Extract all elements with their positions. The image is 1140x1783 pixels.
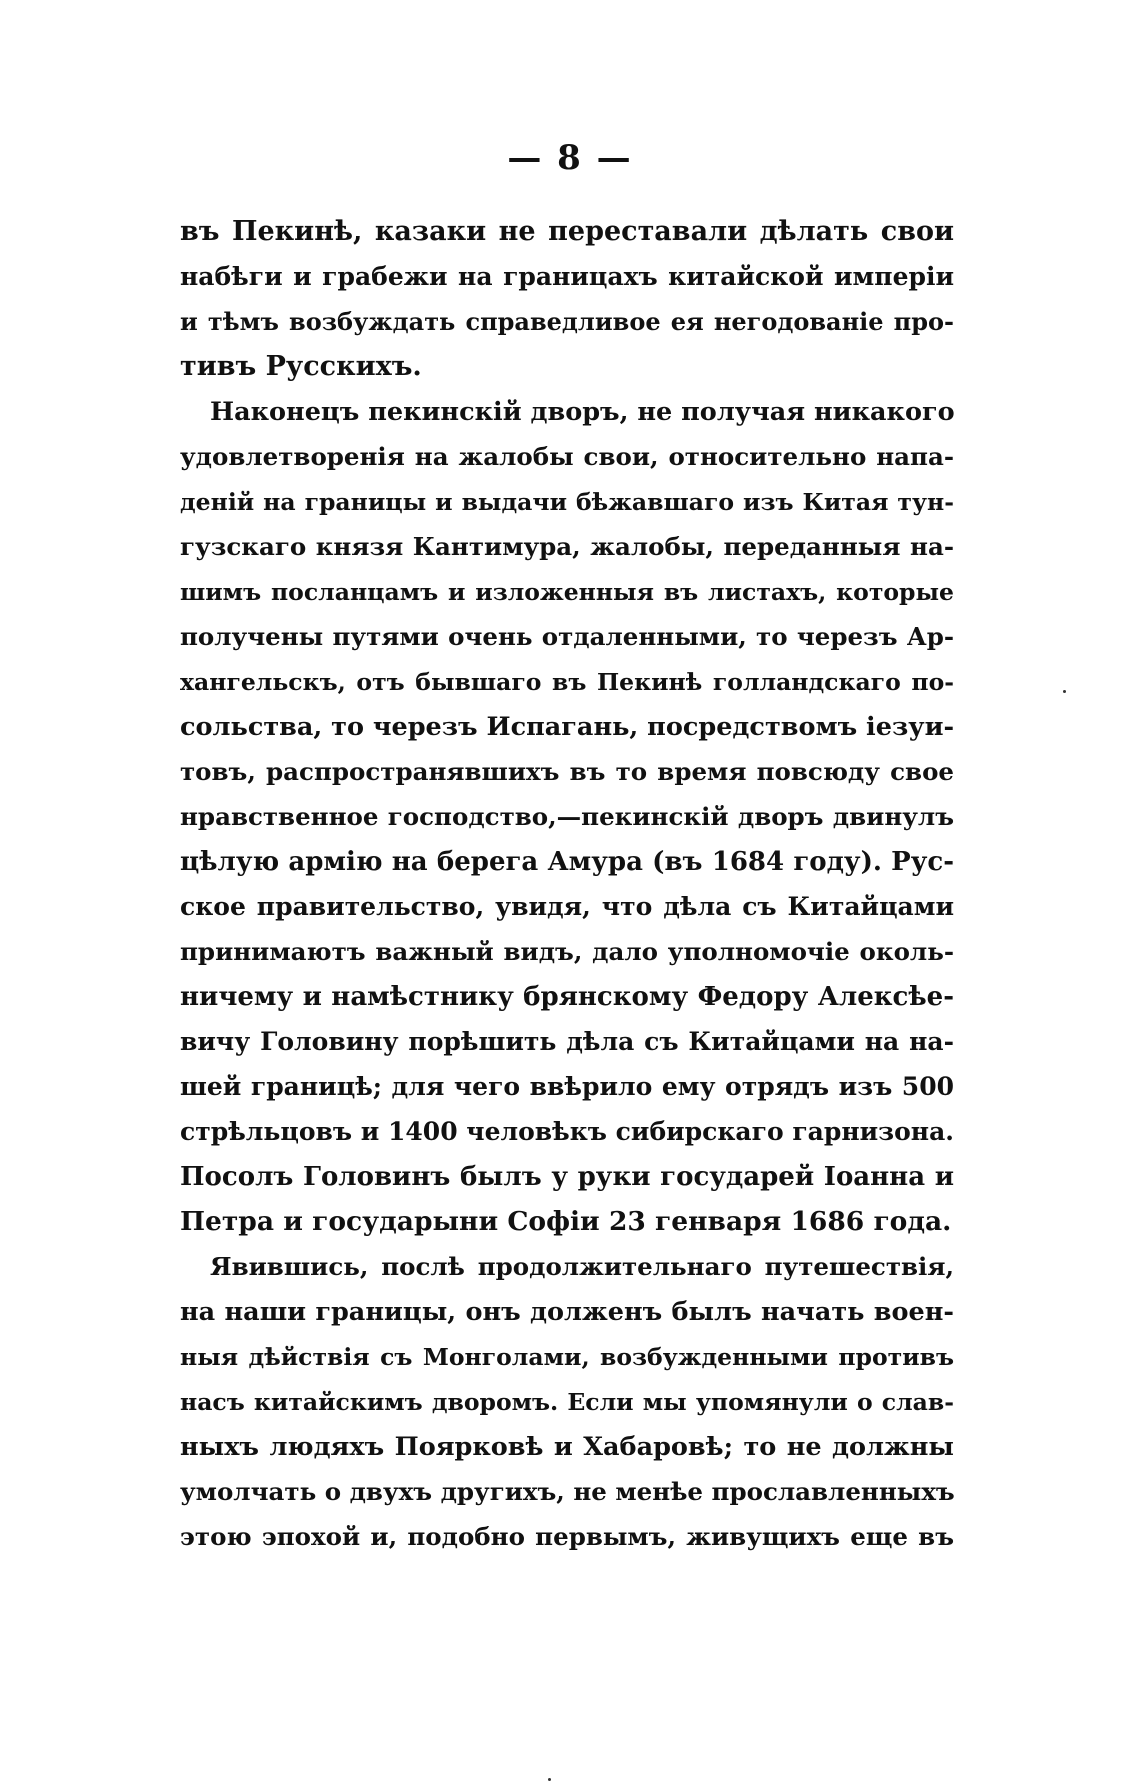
text-line: получены путями очень отдаленными, то черезъ Ар- <box>180 622 954 651</box>
text-line: хангельскъ, отъ бывшаго въ Пекинѣ голландскаго по- <box>180 668 954 696</box>
text-line: цѣлую армію на берега Амура (въ 1684 году). Рус- <box>180 847 954 877</box>
text-line: тивъ Русскихъ. <box>180 351 422 382</box>
text-line: деній на границы и выдачи бѣжавшаго изъ Китая тун- <box>180 488 954 516</box>
text-line: товъ, распространявшихъ въ то время повсюду свое <box>180 757 954 786</box>
text-line: въ Пекинѣ, казаки не переставали дѣлать свои <box>180 216 954 247</box>
text-line: шимъ посланцамъ и изложенныя въ листахъ, которые <box>180 578 954 606</box>
text-line: ничему и намѣстнику брянскому Федору Алексѣе- <box>180 982 954 1012</box>
text-line: набѣги и грабежи на границахъ китайской имперіи <box>180 262 954 291</box>
text-line: стрѣльцовъ и 1400 человѣкъ сибирскаго гарнизона. <box>180 1117 954 1146</box>
text-line: вичу Головину порѣшить дѣла съ Китайцами на на- <box>180 1027 954 1056</box>
text-line: на наши границы, онъ долженъ былъ начать воен- <box>180 1297 954 1327</box>
text-line: ныя дѣйствія съ Монголами, возбужденными противъ <box>180 1343 954 1371</box>
text-line: и тѣмъ возбуждать справедливое ея негодованіе про- <box>180 307 954 336</box>
text-line: гузскаго князя Кантимура, жалобы, переданныя на- <box>180 532 954 561</box>
text-line: нравственное господство,—пекинскій дворъ двинулъ <box>180 802 954 831</box>
scan-speck <box>548 1778 551 1781</box>
text-line: сольства, то черезъ Испагань, посредствомъ іезуи- <box>180 712 955 742</box>
text-line: принимаютъ важный видъ, дало уполномочіе околь- <box>180 937 954 966</box>
text-line: ское правительство, увидя, что дѣла съ Китайцами <box>180 892 954 921</box>
scan-speck <box>1063 690 1066 693</box>
page-number: — 8 — <box>507 138 633 178</box>
text-line: умолчать о двухъ другихъ, не менѣе прославленныхъ <box>180 1477 955 1506</box>
text-line: насъ китайскимъ дворомъ. Если мы упомянули о слав- <box>180 1388 954 1416</box>
text-line: этою эпохой и, подобно первымъ, живущихъ еще въ <box>180 1522 954 1551</box>
text-line: Наконецъ пекинскій дворъ, не получая никакого <box>210 397 955 427</box>
text-line: Явившись, послѣ продолжительнаго путешествія, <box>210 1252 954 1281</box>
text-line: Петра и государыни Софіи 23 генваря 1686 года. <box>180 1206 952 1237</box>
text-line: ныхъ людяхъ Поярковѣ и Хабаровѣ; то не должны <box>180 1432 954 1462</box>
text-line: шей границѣ; для чего ввѣрило ему отрядъ изъ 500 <box>180 1072 954 1101</box>
text-line: Посолъ Головинъ былъ у руки государей Іоанна и <box>180 1162 954 1192</box>
text-line: удовлетворенія на жалобы свои, относительно напа- <box>180 442 954 471</box>
